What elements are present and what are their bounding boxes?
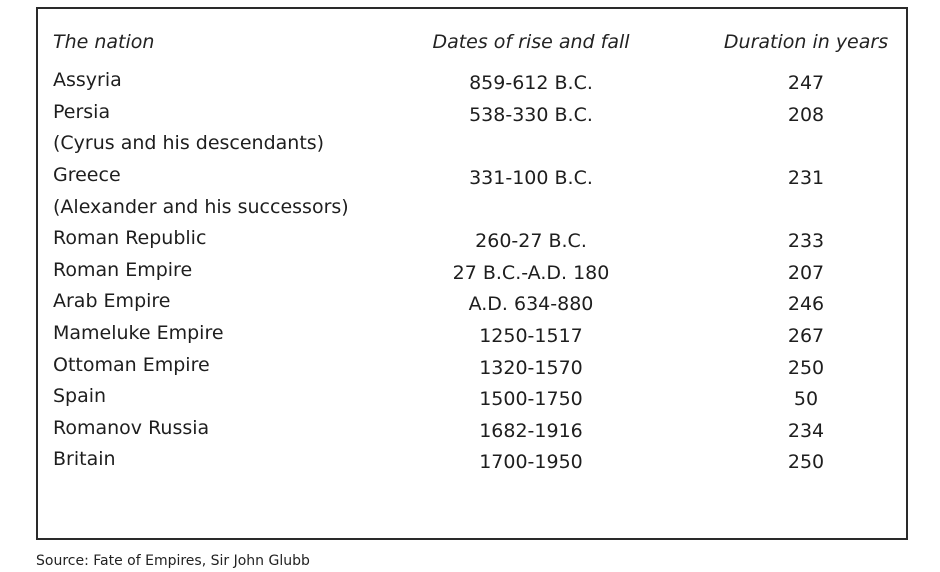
table-row (38, 69, 906, 99)
cell-dates: 1682-1916 (479, 420, 583, 442)
table-row (38, 164, 906, 194)
table-frame (36, 7, 908, 540)
cell-nation: Roman Republic (53, 227, 207, 249)
table-row (38, 385, 906, 415)
cell-nation: Roman Empire (53, 259, 193, 281)
cell-duration: 233 (787, 230, 825, 252)
cell-nation: Romanov Russia (53, 417, 210, 439)
cell-duration: 267 (787, 325, 825, 347)
header-nation: The nation (53, 31, 155, 53)
source-caption: Source: Fate of Empires, Sir John Glubb (36, 553, 310, 569)
table-row (38, 101, 906, 131)
cell-dates: A.D. 634-880 (468, 293, 594, 315)
cell-dates: 27 B.C.-A.D. 180 (452, 262, 610, 284)
cell-duration: 231 (787, 167, 825, 189)
cell-duration: 234 (787, 420, 825, 442)
cell-nation: Assyria (53, 69, 122, 91)
cell-nation: Ottoman Empire (53, 354, 210, 376)
row-note: (Cyrus and his descendants) (53, 132, 325, 154)
header-duration: Duration in years (723, 31, 889, 53)
table-row (38, 227, 906, 257)
cell-duration: 207 (787, 262, 825, 284)
cell-duration: 250 (787, 357, 825, 379)
table-row (38, 322, 906, 352)
table-row (38, 354, 906, 384)
cell-dates: 538-330 B.C. (469, 104, 593, 126)
table-row (38, 448, 906, 478)
cell-dates: 260-27 B.C. (475, 230, 587, 252)
cell-dates: 1250-1517 (479, 325, 583, 347)
cell-nation: Mameluke Empire (53, 322, 224, 344)
cell-nation: Spain (53, 385, 107, 407)
table-row (38, 290, 906, 320)
row-note: (Alexander and his successors) (53, 196, 349, 218)
cell-duration: 208 (787, 104, 825, 126)
cell-dates: 859-612 B.C. (469, 72, 593, 94)
cell-nation: Greece (53, 164, 121, 186)
table-row (38, 259, 906, 289)
cell-dates: 1320-1570 (479, 357, 583, 379)
cell-nation: Persia (53, 101, 111, 123)
table-header (38, 31, 906, 61)
cell-dates: 1700-1950 (479, 451, 583, 473)
cell-duration: 250 (787, 451, 825, 473)
cell-duration: 247 (787, 72, 825, 94)
cell-dates: 1500-1750 (479, 388, 583, 410)
header-dates: Dates of rise and fall (432, 31, 630, 53)
cell-duration: 246 (787, 293, 825, 315)
cell-nation: Arab Empire (53, 290, 171, 312)
cell-duration: 50 (793, 388, 819, 410)
cell-dates: 331-100 B.C. (469, 167, 593, 189)
cell-nation: Britain (53, 448, 116, 470)
table-row (38, 417, 906, 447)
